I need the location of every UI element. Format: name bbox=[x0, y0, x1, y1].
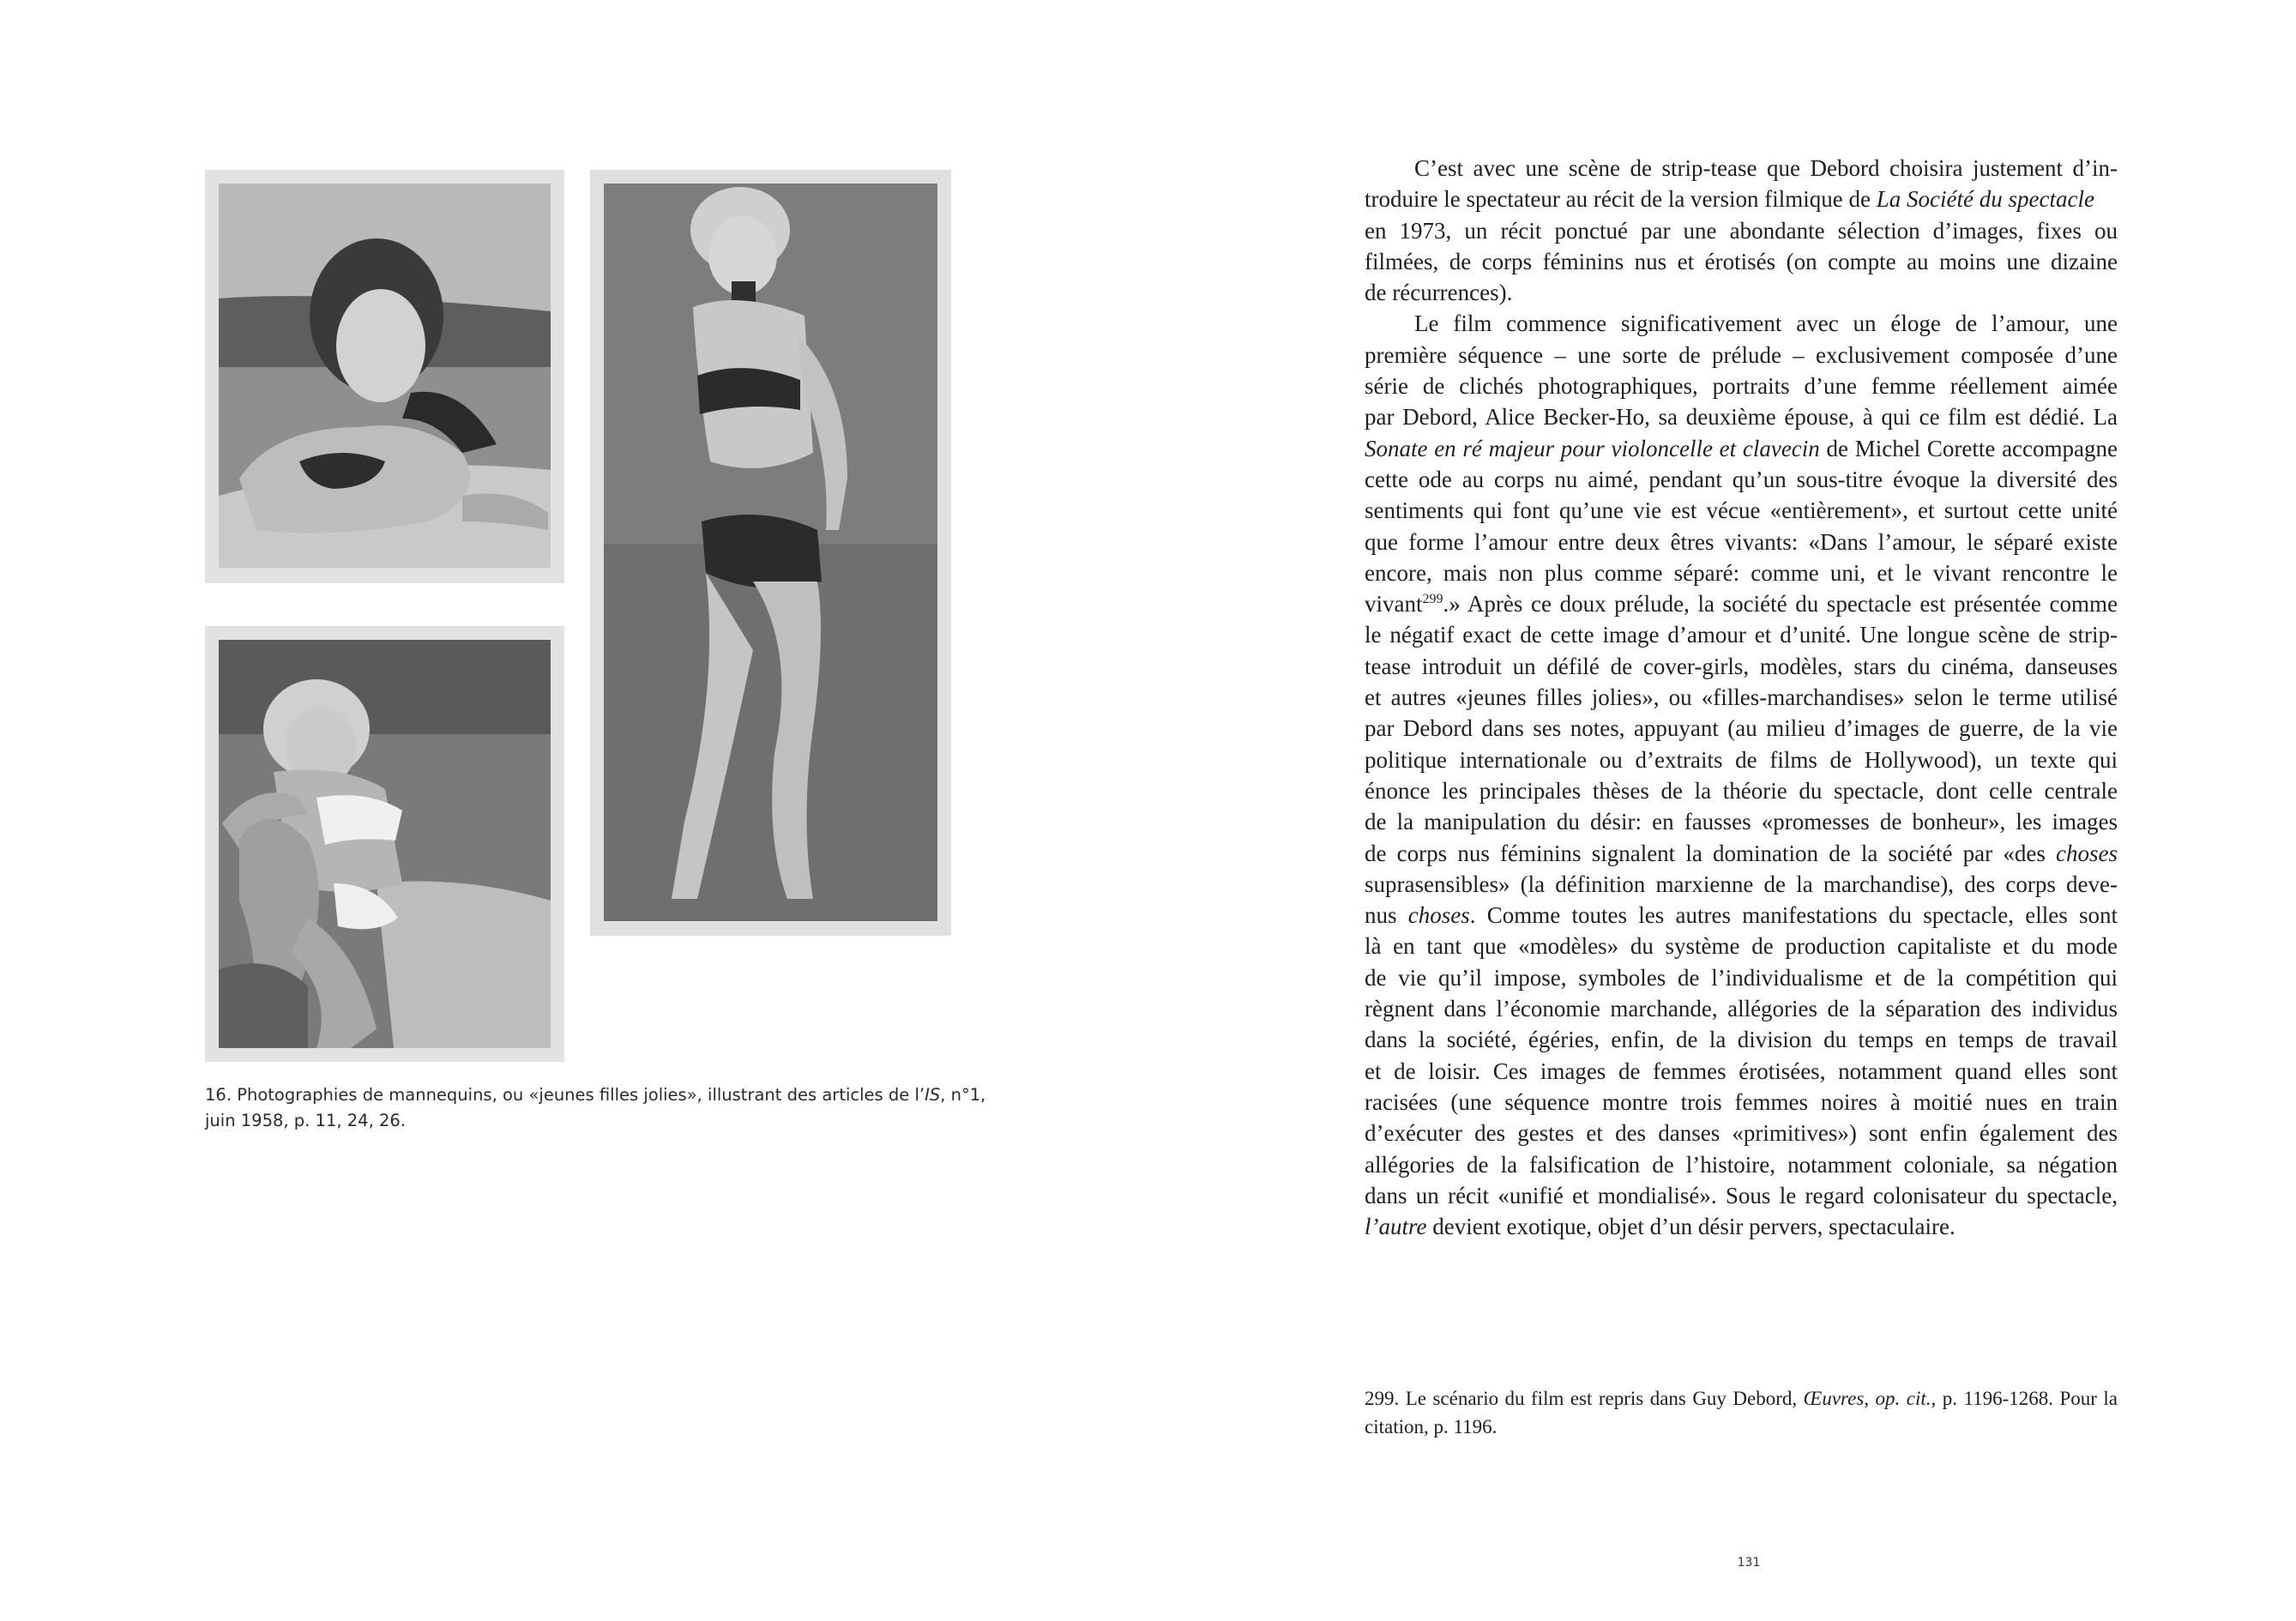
body-line bbox=[1365, 1118, 2118, 1148]
text-run: de vie qu’il impose, symboles de l’individualisme et de la compétition qui bbox=[1365, 964, 2118, 991]
caption-line-2: juin 1958, p. 11, 24, 26. bbox=[205, 1111, 406, 1130]
text-run: là en tant que «modèles» du système de production capitaliste et du mode bbox=[1365, 933, 2118, 960]
italic-text: op. cit. bbox=[1875, 1388, 1931, 1409]
body-line bbox=[1365, 838, 2118, 869]
body-text bbox=[1365, 153, 2118, 1242]
photo-reclining-bikini bbox=[205, 170, 564, 583]
body-line bbox=[1365, 340, 2118, 371]
body-line bbox=[1365, 1149, 2118, 1180]
body-line bbox=[1365, 806, 2118, 837]
text-run: devient exotique, objet d’un désir pervers, spectaculaire. bbox=[1426, 1214, 1956, 1240]
text-run: par Debord, Alice Becker-Ho, sa deuxième épouse, à qui ce film est dédié. La bbox=[1365, 404, 2118, 431]
body-line bbox=[1365, 931, 2118, 961]
text-run: et autres «jeunes filles jolies», ou «filles-marchandises» selon le terme utilisé bbox=[1365, 684, 2118, 711]
text-run: en 1973, un récit ponctué par une abondante sélection d’images, fixes ou bbox=[1365, 217, 2118, 244]
text-run: première séquence – une sorte de prélude – exclusivement composée d’une bbox=[1365, 341, 2118, 368]
body-line bbox=[1365, 527, 2118, 557]
body-line bbox=[1365, 869, 2118, 900]
text-run: tease introduit un défilé de cover-girls, modèles, stars du cinéma, danseuses bbox=[1365, 653, 2118, 679]
italic-text: choses bbox=[2056, 840, 2118, 866]
body-line bbox=[1365, 308, 2118, 339]
figure-caption bbox=[205, 1082, 986, 1134]
body-line bbox=[1365, 744, 2118, 775]
text-run: énonce les principales thèses de la théorie du spectacle, dont celle centrale bbox=[1365, 777, 2118, 804]
text-run: allégories de la falsification de l’histoire, notamment coloniale, sa négation bbox=[1365, 1151, 2118, 1178]
text-run: sentiments qui font qu’une vie est vécue «entièrement», et surtout cette unité bbox=[1365, 497, 2118, 524]
text-run: d’exécuter des gestes et des danses «primitives») sont enfin également des bbox=[1365, 1120, 2118, 1147]
text-run: , p. 1196-1268. Pour la bbox=[1931, 1388, 2118, 1409]
body-line bbox=[1365, 713, 2118, 744]
body-line bbox=[1365, 433, 2118, 464]
italic-text: Œuvres bbox=[1803, 1388, 1865, 1409]
body-line bbox=[1365, 153, 2118, 184]
italic-text: choses bbox=[1407, 902, 1470, 929]
text-run: de la manipulation du désir: en fausses «promesses de bonheur», les images bbox=[1365, 809, 2118, 835]
body-line bbox=[1365, 588, 2118, 619]
text-run: vivant bbox=[1365, 591, 1423, 618]
text-run: Le film commence significativement avec un éloge de l’amour, une bbox=[1414, 310, 2118, 337]
footnote-line bbox=[1365, 1413, 2118, 1441]
text-run: 299. Le scénario du film est repris dans Guy Debord, bbox=[1365, 1388, 1804, 1409]
text-run: dans la société, égéries, enfin, de la division du temps en temps de travail bbox=[1365, 1027, 2118, 1053]
body-line bbox=[1365, 993, 2118, 1024]
body-line bbox=[1365, 1024, 2118, 1055]
body-line bbox=[1365, 371, 2118, 401]
body-line bbox=[1365, 495, 2118, 526]
italic-text: La Société du spectacle bbox=[1876, 186, 2094, 213]
text-run: de corps nus féminins signalent la domination de la société par «des bbox=[1365, 840, 2057, 866]
body-line bbox=[1365, 215, 2118, 246]
text-run: racisées (une séquence montre trois femmes noires à moitié nues en train bbox=[1365, 1088, 2118, 1115]
body-line bbox=[1365, 682, 2118, 713]
body-line bbox=[1365, 184, 2118, 214]
text-run: et de loisir. Ces images de femmes érotisées, notamment quand elles sont bbox=[1365, 1058, 2118, 1084]
body-line bbox=[1365, 1087, 2118, 1118]
page-number: 131 bbox=[1737, 1556, 1761, 1570]
body-line bbox=[1365, 277, 2118, 308]
footnote-line bbox=[1365, 1384, 2118, 1413]
text-run: par Debord dans ses notes, appuyant (au milieu d’images de guerre, de la vie bbox=[1365, 715, 2118, 742]
text-run: de récurrences). bbox=[1365, 280, 1513, 306]
text-run: encore, mais non plus comme séparé: comme uni, et le vivant rencontre le bbox=[1365, 559, 2118, 586]
body-line bbox=[1365, 1056, 2118, 1087]
text-run: citation, p. 1196. bbox=[1365, 1416, 1498, 1437]
text-run: filmées, de corps féminins nus et érotisés (on compte au moins une dizaine bbox=[1365, 248, 2118, 274]
body-line bbox=[1365, 401, 2118, 432]
text-run: dans un récit «unifié et mondialisé». Sous le regard colonisateur du spectacle, bbox=[1365, 1182, 2118, 1208]
text-run: .» Après ce doux prélude, la société du spectacle est présentée comme bbox=[1443, 591, 2118, 618]
text-run: de Michel Corette accompagne bbox=[1819, 435, 2118, 461]
body-line bbox=[1365, 246, 2118, 277]
italic-text: Sonate en ré majeur pour violoncelle et clavecin bbox=[1365, 435, 1820, 461]
text-run: nus bbox=[1365, 902, 1408, 929]
text-run: cette ode au corps nu aimé, pendant qu’un sous-titre évoque la diversité des bbox=[1365, 466, 2118, 492]
text-run: série de clichés photographiques, portraits d’une femme réellement aimée bbox=[1365, 373, 2118, 400]
body-line bbox=[1365, 651, 2118, 682]
body-line bbox=[1365, 464, 2118, 495]
text-run: le négatif exact de cette image d’amour et d’unité. Une longue scène de strip- bbox=[1365, 622, 2118, 648]
body-line bbox=[1365, 619, 2118, 650]
body-line bbox=[1365, 1180, 2118, 1211]
body-line bbox=[1365, 900, 2118, 931]
caption-line-1: 16. Photographies de mannequins, ou «jeunes filles jolies», illustrant des articles de l’IS, n°1, bbox=[205, 1085, 986, 1105]
text-run: , bbox=[1864, 1388, 1876, 1409]
text-run: que forme l’amour entre deux êtres vivants: «Dans l’amour, le séparé existe bbox=[1365, 528, 2118, 555]
text-run: règnent dans l’économie marchande, allégories de la séparation des individus bbox=[1365, 996, 2118, 1022]
text-run: troduire le spectateur au récit de la version filmique de bbox=[1365, 186, 1877, 213]
italic-text: l’autre bbox=[1365, 1214, 1427, 1240]
footnote-reference: 299 bbox=[1422, 592, 1443, 607]
text-run: . Comme toutes les autres manifestations du spectacle, elles sont bbox=[1469, 902, 2118, 929]
text-run: suprasensibles» (la définition marxienne de la marchandise), des corps deve- bbox=[1365, 871, 2118, 897]
body-line bbox=[1365, 557, 2118, 588]
photo-seated-bikini bbox=[205, 626, 564, 1062]
text-run: politique internationale ou d’extraits de films de Hollywood), un texte qui bbox=[1365, 746, 2118, 773]
text-run: C’est avec une scène de strip-tease que Debord choisira justement d’in- bbox=[1414, 155, 2118, 181]
body-line bbox=[1365, 1211, 2118, 1242]
photo-standing-bikini bbox=[590, 170, 951, 936]
body-line bbox=[1365, 962, 2118, 993]
body-line bbox=[1365, 775, 2118, 806]
footnote bbox=[1365, 1384, 2118, 1441]
